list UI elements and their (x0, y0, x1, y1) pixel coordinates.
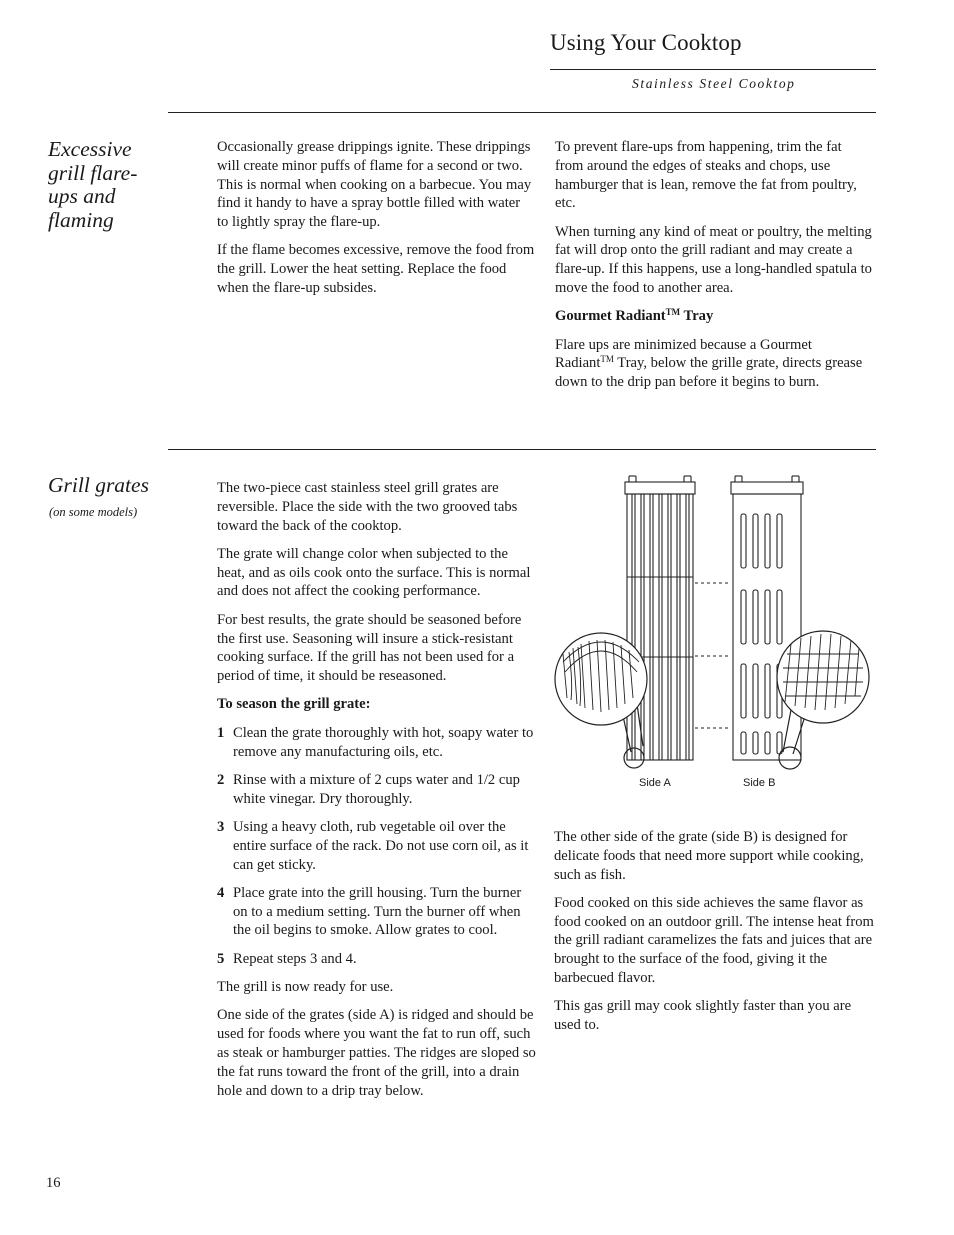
side-b-label: Side B (743, 777, 776, 789)
paragraph: Occasionally grease drippings ignite. These drippings will create minor puffs of flame for a second or two. This is normal when cooking on a barbecue. You may find it handy to have a spray bottle filled with water to lightly spray the flare-up. (217, 139, 532, 231)
paragraph: If the flame becomes excessive, remove the food from the grill. Lower the heat setting. Replace the food when the flare-up subsides. (217, 242, 535, 297)
paragraph: The two-piece cast stainless steel grill grates are reversible. Place the side with the two grooved tabs toward the back of the cooktop. (217, 480, 518, 534)
gourmet-radiant-heading: Gourmet Radiant™ Tray (555, 307, 714, 325)
step-item: 2 Rinse with a mixture of 2 cups water and 1/2 cup white vinegar. Dry thoroughly. (217, 771, 520, 807)
section-title-flare-ups (48, 138, 137, 232)
section-title-grill-grates: Grill grates (48, 473, 149, 497)
flare-ups-column-1 (217, 138, 535, 307)
paragraph: When turning any kind of meat or poultry, the melting fat will drop onto the grill radiant and may create a flare-up. If this happens, use a long-handled spatula to move the food to another area. (555, 223, 872, 297)
step-item: 3 Using a heavy cloth, rub vegetable oil over the entire surface of the rack. Do not use corn oil, as it can get sticky. (217, 818, 529, 873)
paragraph: For best results, the grate should be seasoned before the first use. Seasoning will insure a stick-resistant cooking surface. If the grill has not been used for a period of time, it should be reseasoned. (217, 611, 522, 685)
section-title-line: flaming (48, 207, 114, 232)
paragraph: One side of the grates (side A) is ridged and should be used for foods where you want the fat to run off, such as steak or hamburger patties. The ridges are sloped so the fat runs toward the front of the grill, into a drain hole and down to a drip tray below. (217, 1007, 536, 1099)
section-note: (on some models) (49, 505, 138, 519)
paragraph: The other side of the grate (side B) is designed for delicate foods that need more support while cooking, such as fish. (554, 829, 864, 883)
section-title-line: grill flare- (48, 160, 138, 185)
flare-ups-column-2 (555, 138, 873, 402)
page-header-subtitle: Stainless Steel Cooktop (632, 76, 796, 91)
season-heading: To season the grill grate: (217, 696, 371, 713)
grill-grates-figure (553, 472, 879, 802)
grill-grates-column-2 (554, 828, 876, 1044)
grill-grate-illustration (553, 472, 879, 802)
section-divider-top (168, 112, 876, 113)
side-a-label: Side A (639, 777, 671, 789)
paragraph: The grate will change color when subjected to the heat, and as oils cook onto the surface. This is normal and does not affect the cooking performance. (217, 545, 531, 600)
step-item: 5 Repeat steps 3 and 4. (217, 950, 357, 967)
paragraph: This gas grill may cook slightly faster than you are used to. (554, 998, 852, 1034)
section-title-line: ups and (48, 184, 116, 208)
step-item: 4 Place grate into the grill housing. Turn the burner on to a medium setting. Turn the burner off when the oil begins to smoke. Allow grates to cool. (217, 884, 522, 939)
page-number: 16 (46, 1175, 61, 1191)
paragraph: To prevent flare-ups from happening, trim the fat from around the edges of steaks and chops, use hamburger that is lean, remove the fat from poultry, etc. (555, 139, 857, 212)
paragraph: The grill is now ready for use. (217, 979, 394, 996)
grill-grates-column-1 (217, 479, 539, 1110)
header-rule (550, 69, 876, 70)
section-title-line: Excessive (48, 137, 132, 161)
paragraph: Flare ups are minimized because a Gourmet Radiant™ Tray, below the grille grate, directs grease down to the drip pan before it begins to burn. (555, 336, 863, 391)
paragraph: Food cooked on this side achieves the same flavor as food cooked on an outdoor grill. The intense heat from the grill radiant caramelizes the fats and juices that are brought to the surface of the food, giving it the barbecued flavor. (554, 894, 874, 987)
step-item: 1 Clean the grate thoroughly with hot, soapy water to remove any manufacturing oils, etc. (217, 724, 534, 760)
section-divider (168, 449, 876, 450)
page-header-title: Using Your Cooktop (550, 30, 742, 55)
